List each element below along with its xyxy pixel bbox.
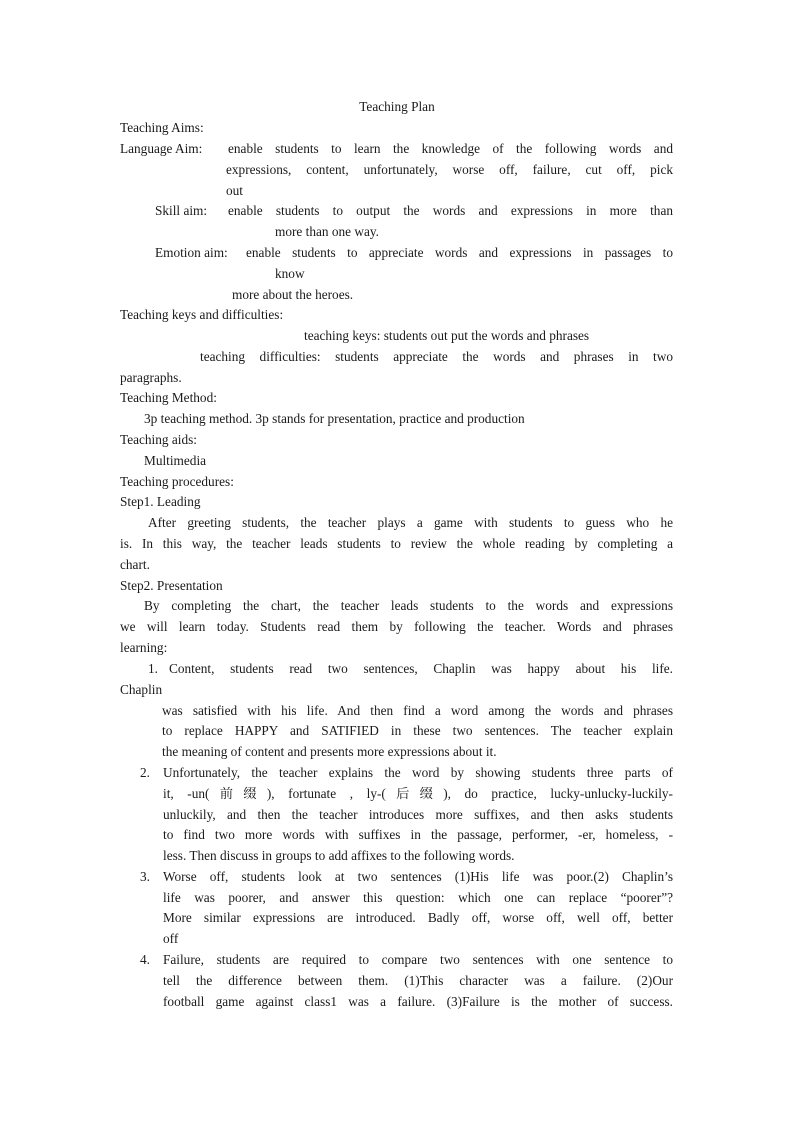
list-item-line: Content, students read two sentences, Chaplin was happy about his life. bbox=[169, 661, 673, 676]
aims-heading: Teaching Aims: bbox=[120, 120, 204, 135]
list-item-line: the meaning of content and presents more expressions about it. bbox=[162, 744, 497, 759]
list-item-line: to replace HAPPY and SATIFIED in these two sentences. The teacher explain bbox=[162, 723, 673, 738]
step2-heading: Step2. Presentation bbox=[120, 578, 223, 593]
list-item-line: to find two more words with suffixes in the passage, performer, -er, homeless, - bbox=[163, 827, 673, 842]
teaching-difficulties-line: teaching difficulties: students appreciate the words and phrases in two bbox=[200, 349, 673, 364]
list-item-line: Chaplin bbox=[120, 682, 163, 697]
emotion-aim-line: enable students to appreciate words and expressions in passages to bbox=[246, 245, 673, 260]
language-aim-line: out bbox=[226, 183, 243, 198]
list-item-line: unluckily, and then the teacher introduces more suffixes, and then asks students bbox=[163, 807, 673, 822]
method-heading: Teaching Method: bbox=[120, 390, 217, 405]
step2-line: By completing the chart, the teacher leads students to the words and expressions bbox=[144, 598, 673, 613]
list-item-line: Worse off, students look at two sentences (1)His life was poor.(2) Chaplin’s bbox=[163, 869, 673, 884]
list-item-number: 4. bbox=[140, 952, 150, 967]
skill-aim-line: more than one way. bbox=[275, 224, 379, 239]
skill-aim-line: enable students to output the words and expressions in more than bbox=[228, 203, 673, 218]
list-item-line: it, -un(前缀), fortunate , ly-(后缀), do practice, lucky-unlucky-luckily- bbox=[163, 786, 673, 801]
language-aim-line: expressions, content, unfortunately, worse off, failure, cut off, pick bbox=[226, 162, 673, 177]
list-item-number: 3. bbox=[140, 869, 150, 884]
aids-text: Multimedia bbox=[144, 453, 207, 468]
document-title: Teaching Plan bbox=[359, 99, 435, 114]
language-aim-label: Language Aim: bbox=[120, 141, 203, 156]
skill-aim-label: Skill aim: bbox=[155, 203, 208, 218]
list-item-line: tell the difference between them. (1)This character was a failure. (2)Our bbox=[163, 973, 673, 988]
language-aim-line: enable students to learn the knowledge of the following words and bbox=[228, 141, 673, 156]
teaching-keys-line: teaching keys: students out put the words and phrases bbox=[304, 328, 590, 343]
list-item-number: 2. bbox=[140, 765, 150, 780]
aids-heading: Teaching aids: bbox=[120, 432, 197, 447]
list-item-line: life was poorer, and answer this question: which one can replace “poorer”? bbox=[163, 890, 673, 905]
keys-heading: Teaching keys and difficulties: bbox=[120, 307, 284, 322]
step1-line: chart. bbox=[120, 557, 150, 572]
procedures-heading: Teaching procedures: bbox=[120, 474, 234, 489]
step1-heading: Step1. Leading bbox=[120, 494, 201, 509]
list-item-line: less. Then discuss in groups to add affixes to the following words. bbox=[163, 848, 515, 863]
list-item-line: More similar expressions are introduced. Badly off, worse off, well off, better bbox=[163, 910, 673, 925]
step2-line: learning: bbox=[120, 640, 168, 655]
emotion-aim-label: Emotion aim: bbox=[155, 245, 228, 260]
step2-line: we will learn today. Students read them by following the teacher. Words and phrases bbox=[120, 619, 673, 634]
list-item-line: Failure, students are required to compare two sentences with one sentence to bbox=[163, 952, 673, 967]
list-item-line: Unfortunately, the teacher explains the word by showing students three parts of bbox=[163, 765, 673, 780]
step1-line: After greeting students, the teacher plays a game with students to guess who he bbox=[148, 515, 673, 530]
step1-line: is. In this way, the teacher leads students to review the whole reading by completing a bbox=[120, 536, 673, 551]
method-text: 3p teaching method. 3p stands for presentation, practice and production bbox=[144, 411, 525, 426]
emotion-aim-line: know bbox=[275, 266, 305, 281]
list-item-number: 1. bbox=[148, 661, 158, 676]
list-item-line: was satisfied with his life. And then find a word among the words and phrases bbox=[162, 703, 673, 718]
list-item-line: football game against class1 was a failure. (3)Failure is the mother of success. bbox=[163, 994, 673, 1009]
emotion-aim-line: more about the heroes. bbox=[232, 287, 354, 302]
teaching-difficulties-line: paragraphs. bbox=[120, 370, 182, 385]
list-item-line: off bbox=[163, 931, 179, 946]
